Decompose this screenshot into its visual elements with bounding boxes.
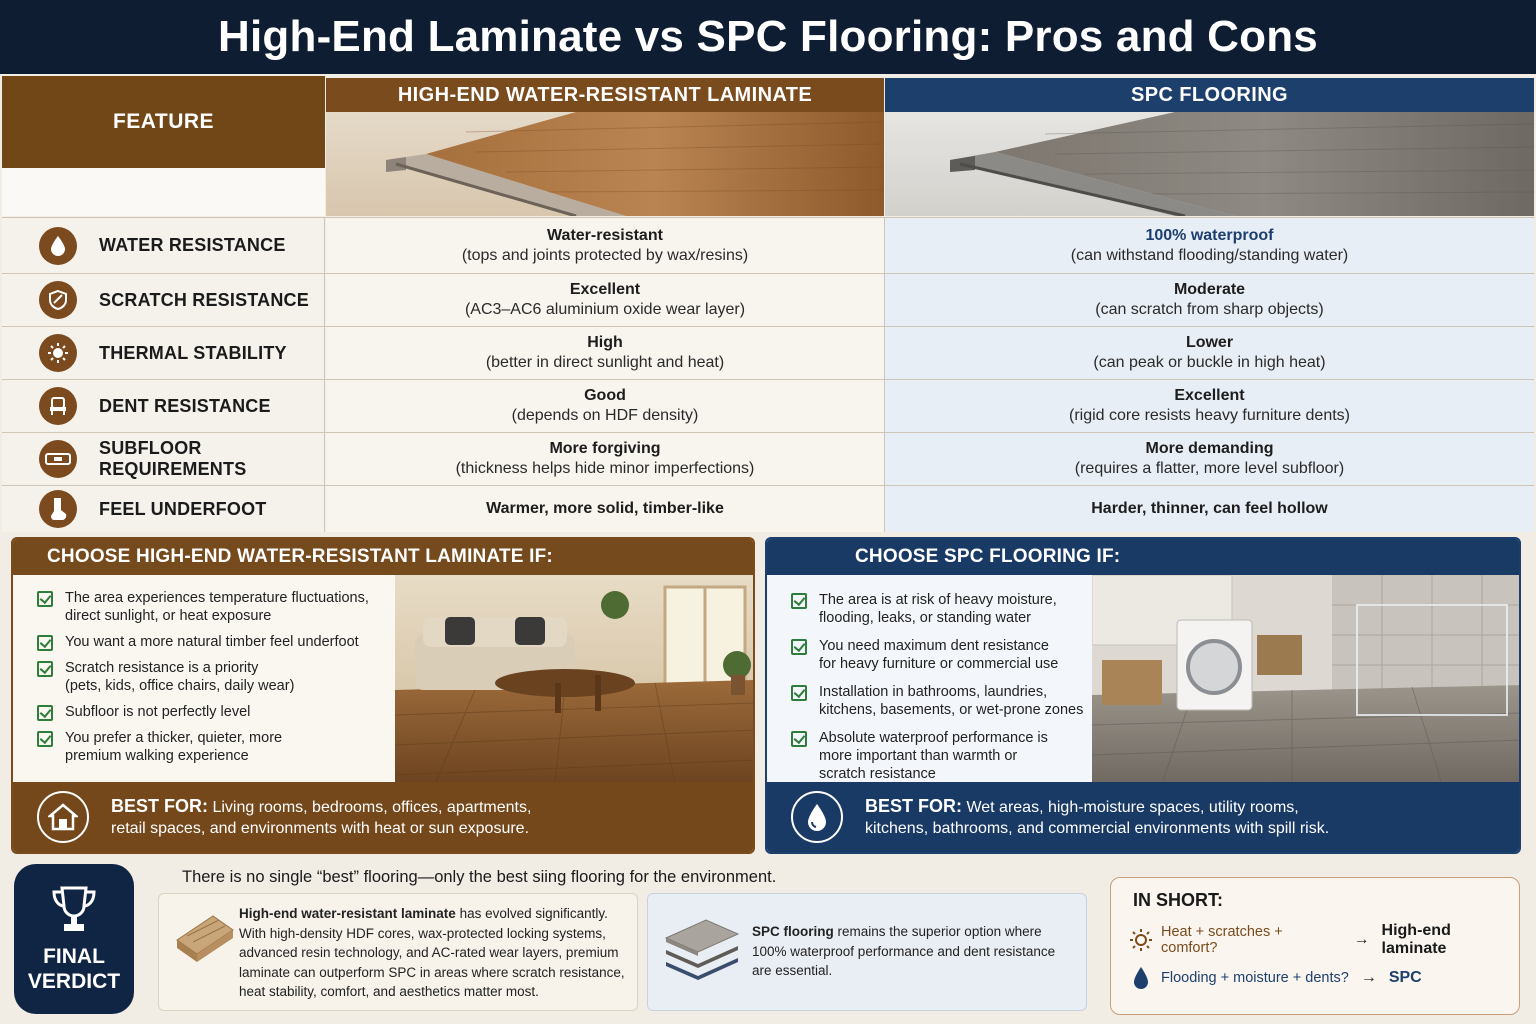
water-drop-icon bbox=[39, 227, 77, 265]
spc-rating: Harder, thinner, can feel hollow bbox=[1091, 500, 1328, 517]
feature-name: DENT RESISTANCE bbox=[99, 395, 271, 416]
trophy-icon bbox=[50, 884, 98, 941]
laminate-best-for-label: BEST FOR: bbox=[111, 795, 208, 816]
laminate-best-for-text-1: Living rooms, bedrooms, offices, apartments, bbox=[212, 798, 532, 816]
list-item bbox=[37, 589, 377, 625]
lam-detail: (AC3–AC6 aluminium oxide wear layer) bbox=[464, 301, 746, 318]
list-item-line: for heavy furniture or commercial use bbox=[819, 656, 1059, 672]
list-item bbox=[791, 637, 1091, 673]
spc-cell bbox=[885, 274, 1534, 326]
sun-icon bbox=[39, 334, 77, 372]
page-title: High-End Laminate vs SPC Flooring: Pros and Cons bbox=[218, 12, 1318, 61]
living-room-photo bbox=[395, 575, 755, 784]
lam-detail: (tops and joints protected by wax/resins) bbox=[461, 246, 749, 264]
spc-cell bbox=[885, 327, 1534, 379]
laminate-rating: Water-resistant bbox=[547, 226, 663, 244]
spc-plank-image bbox=[885, 112, 1534, 216]
spc-best-for-text-1: Wet areas, high-moisture spaces, utility rooms, bbox=[966, 798, 1299, 816]
in-short-heading: IN SHORT: bbox=[1133, 890, 1223, 910]
water-drop-icon bbox=[791, 791, 843, 843]
list-item-line: Subfloor is not perfectly level bbox=[65, 704, 251, 720]
laminate-rating: Excellent bbox=[569, 281, 641, 298]
list-item-line: scratch resistance bbox=[819, 766, 936, 782]
in-short-question-1: Heat + scratches + comfort? bbox=[1161, 924, 1283, 956]
title-bar bbox=[0, 0, 1536, 74]
laminate-rating: More forgiving bbox=[549, 440, 661, 457]
feature-name: FEEL UNDERFOOT bbox=[99, 498, 267, 519]
laminate-verdict-text-4: laminate can outperform SPC in areas where scratch resistance, bbox=[239, 964, 625, 980]
laminate-cell bbox=[326, 218, 885, 273]
list-item-line: You need maximum dent resistance bbox=[819, 638, 1049, 654]
laundry-bathroom-photo bbox=[1092, 575, 1521, 784]
laminate-panel-heading: CHOOSE HIGH-END WATER-RESISTANT LAMINATE IF: bbox=[13, 539, 753, 575]
laminate-verdict-bold: High-end water-resistant laminate bbox=[239, 906, 456, 921]
spc-panel-heading: CHOOSE SPC FLOORING IF: bbox=[767, 539, 1519, 575]
spc-cell bbox=[885, 380, 1534, 432]
feature-column-header: FEATURE bbox=[2, 76, 325, 168]
shield-scratch-icon bbox=[39, 281, 77, 319]
lam-detail: (depends on HDF density) bbox=[511, 407, 699, 424]
list-item bbox=[791, 683, 1091, 719]
arrow-right-icon: → bbox=[1360, 969, 1377, 986]
verdict-intro: There is no single “best” flooring—only the best siing flooring for the environment. bbox=[182, 868, 777, 886]
laminate-checklist bbox=[37, 589, 377, 773]
laminate-rating: Good bbox=[584, 387, 626, 404]
checkbox-icon bbox=[37, 731, 53, 747]
checkbox-icon bbox=[37, 591, 53, 607]
checkbox-icon bbox=[37, 661, 53, 677]
list-item-line: flooding, leaks, or standing water bbox=[819, 610, 1031, 626]
feature-cell bbox=[2, 486, 325, 532]
spc-best-for-text-2: kitchens, bathrooms, and commercial environments with spill risk. bbox=[865, 819, 1330, 837]
table-row bbox=[2, 273, 1534, 326]
spc-detail: (can withstand flooding/standing water) bbox=[1070, 246, 1349, 264]
list-item-line: kitchens, basements, or wet-prone zones bbox=[819, 702, 1084, 718]
spc-verdict-card bbox=[647, 893, 1087, 1011]
list-item bbox=[37, 729, 377, 765]
list-item-line: The area is at risk of heavy moisture, bbox=[819, 592, 1057, 608]
feature-name: THERMAL STABILITY bbox=[99, 342, 287, 363]
spc-cell bbox=[885, 218, 1534, 273]
spc-rating: Excellent bbox=[1174, 387, 1245, 404]
laminate-cell bbox=[326, 380, 885, 432]
laminate-verdict-text-2: With high-density HDF cores, wax-protected locking systems, bbox=[239, 925, 606, 941]
spc-best-for-label: BEST FOR: bbox=[865, 795, 962, 816]
list-item bbox=[791, 591, 1091, 627]
spc-verdict-text-1: remains the superior option where bbox=[833, 924, 1042, 939]
checkbox-icon bbox=[791, 685, 807, 701]
laminate-rating: High bbox=[587, 334, 623, 351]
laminate-plank-image bbox=[326, 112, 884, 216]
in-short-question-2: Flooding + moisture + dents? bbox=[1161, 970, 1349, 986]
spc-verdict-text-2: 100% waterproof performance and dent resistance bbox=[752, 943, 1056, 959]
final-verdict-badge bbox=[14, 864, 134, 1014]
table-row bbox=[2, 217, 1534, 273]
lam-detail: (better in direct sunlight and heat) bbox=[485, 354, 725, 371]
laminate-verdict-card bbox=[158, 893, 638, 1011]
sock-icon bbox=[39, 490, 77, 528]
laminate-cell bbox=[326, 486, 885, 532]
table-row bbox=[2, 379, 1534, 432]
water-drop-icon bbox=[1129, 966, 1153, 990]
feature-name: SUBFLOOR REQUIREMENTS bbox=[99, 438, 247, 479]
checkbox-icon bbox=[791, 639, 807, 655]
in-short-answer-1: High-end laminate bbox=[1381, 922, 1451, 957]
comparison-table bbox=[0, 74, 1536, 532]
chair-icon bbox=[39, 387, 77, 425]
checkbox-icon bbox=[791, 731, 807, 747]
laminate-verdict-text-1: has evolved significantly. bbox=[455, 906, 608, 921]
spc-verdict-text-3: are essential. bbox=[752, 963, 833, 978]
spc-choose-panel bbox=[765, 537, 1521, 854]
spc-detail: (rigid core resists heavy furniture dents) bbox=[1069, 407, 1350, 424]
spc-best-for-bar bbox=[767, 782, 1519, 852]
in-short-answer-2: SPC bbox=[1388, 969, 1422, 986]
spc-rating: More demanding bbox=[1145, 440, 1274, 457]
table-row bbox=[2, 326, 1534, 379]
spc-cell bbox=[885, 433, 1534, 485]
spc-rating: Moderate bbox=[1173, 281, 1246, 298]
laminate-plank-stack-icon bbox=[173, 912, 237, 981]
spc-checklist bbox=[791, 591, 1091, 793]
list-item-line: (pets, kids, office chairs, daily wear) bbox=[65, 678, 295, 694]
feature-header-blank bbox=[2, 168, 325, 216]
list-item-line: Absolute waterproof performance is bbox=[819, 730, 1048, 746]
laminate-best-for-text-2: retail spaces, and environments with heat or sun exposure. bbox=[111, 819, 530, 837]
arrow-right-icon: → bbox=[1353, 931, 1370, 948]
spc-rating: Lower bbox=[1185, 334, 1234, 351]
list-item-line: The area experiences temperature fluctuations, bbox=[65, 590, 369, 606]
sun-icon bbox=[1129, 928, 1153, 952]
list-item-line: direct sunlight, or heat exposure bbox=[65, 608, 272, 624]
feature-cell bbox=[2, 327, 325, 379]
house-icon bbox=[37, 791, 89, 843]
spc-column-header: SPC FLOORING bbox=[885, 78, 1534, 112]
level-icon bbox=[39, 440, 77, 478]
list-item bbox=[791, 729, 1091, 783]
spc-verdict-bold: SPC flooring bbox=[752, 924, 834, 939]
table-row bbox=[2, 485, 1534, 532]
feature-cell bbox=[2, 433, 325, 485]
spc-detail: (can scratch from sharp objects) bbox=[1095, 301, 1324, 318]
laminate-verdict-text-5: heat stability, comfort, and aesthetics matter most. bbox=[239, 984, 539, 999]
feature-name: WATER RESISTANCE bbox=[99, 235, 286, 255]
table-row bbox=[2, 432, 1534, 485]
checkbox-icon bbox=[791, 593, 807, 609]
verdict-label-2: VERDICT bbox=[27, 970, 121, 993]
laminate-cell bbox=[326, 274, 885, 326]
feature-cell bbox=[2, 380, 325, 432]
verdict-label-1: FINAL bbox=[43, 945, 105, 968]
list-item-line: You prefer a thicker, quieter, more bbox=[65, 730, 283, 746]
laminate-choose-panel bbox=[11, 537, 755, 854]
laminate-cell bbox=[326, 327, 885, 379]
spc-rating: 100% waterproof bbox=[1145, 226, 1274, 244]
list-item-line: You want a more natural timber feel underfoot bbox=[65, 634, 359, 650]
laminate-cell bbox=[326, 433, 885, 485]
list-item-line: premium walking experience bbox=[65, 748, 249, 764]
spc-detail: (can peak or buckle in high heat) bbox=[1093, 354, 1326, 371]
list-item bbox=[37, 633, 377, 651]
spc-layers-icon bbox=[662, 916, 742, 987]
checkbox-icon bbox=[37, 635, 53, 651]
laminate-best-for-bar bbox=[13, 782, 753, 852]
in-short-box bbox=[1110, 877, 1520, 1015]
list-item-line: more important than warmth or bbox=[819, 748, 1018, 764]
laminate-verdict-text-3: advanced resin technology, and AC-rated wear layers, premium bbox=[239, 945, 619, 960]
in-short-line-laminate bbox=[1129, 922, 1519, 958]
laminate-column-header: HIGH-END WATER-RESISTANT LAMINATE bbox=[326, 78, 884, 112]
feature-name: SCRATCH RESISTANCE bbox=[99, 289, 309, 310]
checkbox-icon bbox=[37, 705, 53, 721]
spc-cell bbox=[885, 486, 1534, 532]
list-item bbox=[37, 659, 377, 695]
list-item bbox=[37, 703, 377, 721]
feature-cell bbox=[2, 274, 325, 326]
lam-detail: (thickness helps hide minor imperfections) bbox=[455, 460, 755, 477]
laminate-rating: Warmer, more solid, timber-like bbox=[486, 500, 724, 517]
list-item-line: Installation in bathrooms, laundries, bbox=[819, 684, 1048, 700]
in-short-line-spc bbox=[1129, 966, 1422, 990]
feature-cell bbox=[2, 218, 325, 273]
list-item-line: Scratch resistance is a priority bbox=[65, 660, 259, 676]
spc-detail: (requires a flatter, more level subfloor) bbox=[1074, 460, 1345, 477]
